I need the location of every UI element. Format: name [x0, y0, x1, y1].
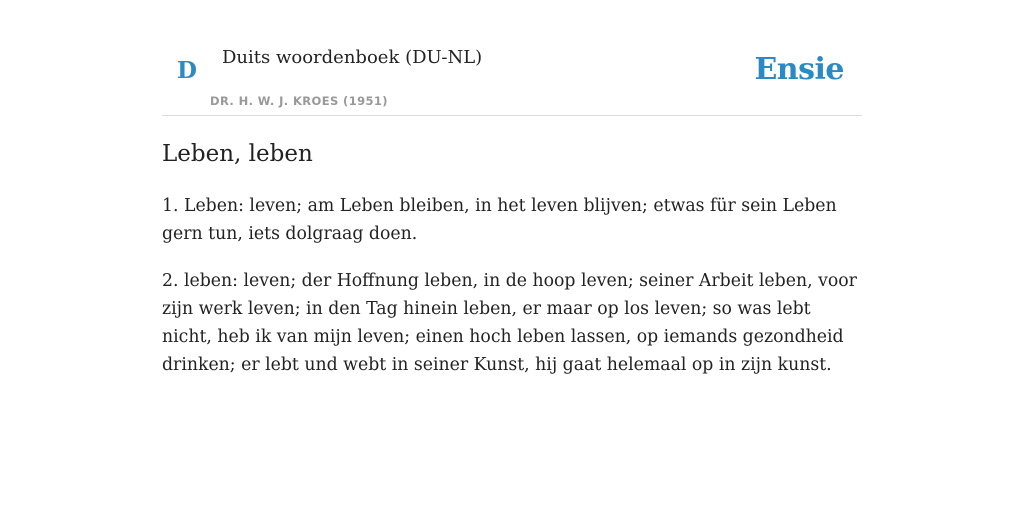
ensie-logo-link[interactable]: Ensie [754, 52, 844, 87]
page [162, 0, 862, 512]
book-author: DR. H. W. J. KROES (1951) [210, 94, 388, 108]
book-title-link[interactable]: Duits woordenboek (DU-NL) [222, 47, 483, 68]
book-header [162, 0, 862, 116]
book-letter-badge[interactable]: D [177, 57, 197, 84]
definition-paragraph: 1. Leben: leven; am Leben bleiben, in het leven blijven; etwas für sein Leben gern tun, iets dolgraag doen. [162, 196, 837, 244]
entry-headword: Leben, leben [162, 141, 313, 167]
definition-paragraph: 2. leben: leven; der Hoffnung leben, in de hoop leven; seiner Arbeit leben, voor zijn werk leven; in den Tag hinein leben, er maar op los leven; so was lebt nicht, heb ik van mijn leven; einen hoch leben lassen, op iemands gezondheid drinken; er lebt und webt in seiner Kunst, hij gaat helemaal op in zijn kunst. [162, 271, 857, 375]
